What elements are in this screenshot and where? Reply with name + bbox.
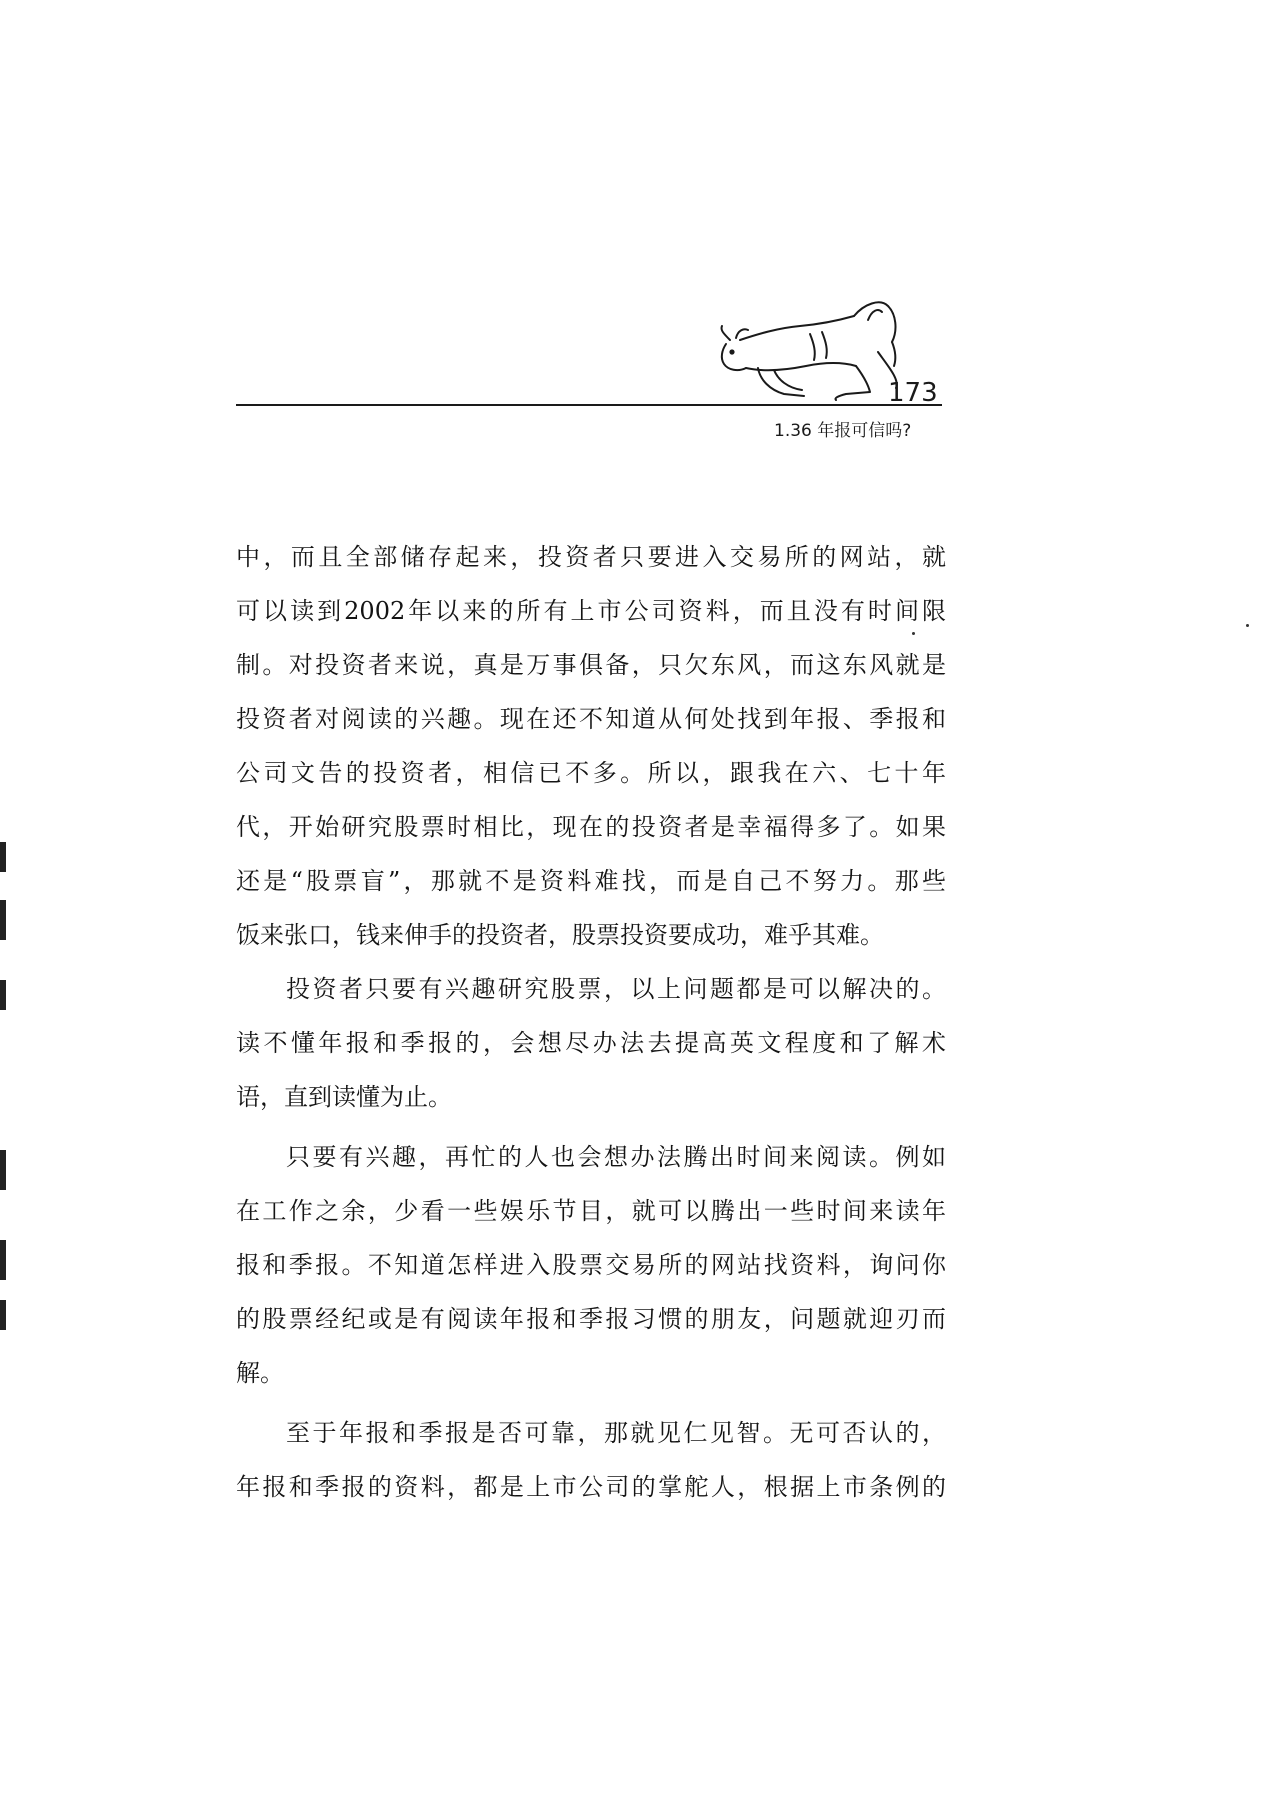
text-line: 投资者只要有兴趣研究股票，以上问题都是可以解决的。 <box>286 975 946 1003</box>
text-line: 中，而且全部储存起来，投资者只要进入交易所的网站，就 <box>236 543 946 571</box>
text-line: 可以读到2002年以来的所有上市公司资料，而且没有时间限 <box>236 597 946 625</box>
text-line: 语，直到读懂为止。 <box>236 1083 452 1111</box>
scan-edge-mark <box>0 1150 6 1190</box>
text-line: 解。 <box>236 1359 284 1387</box>
body-text <box>236 530 946 1514</box>
text-line: 还是“股票盲”，那就不是资料难找，而是自己不努力。那些 <box>236 867 946 895</box>
text-line: 公司文告的投资者，相信已不多。所以，跟我在六、七十年 <box>236 759 946 787</box>
bull-icon <box>718 300 906 410</box>
text-line: 投资者对阅读的兴趣。现在还不知道从何处找到年报、季报和 <box>236 705 946 733</box>
scan-edge-mark <box>0 842 6 872</box>
text-line: 报和季报。不知道怎样进入股票交易所的网站找资料，询问你 <box>236 1251 946 1279</box>
text-line: 在工作之余，少看一些娱乐节目，就可以腾出一些时间来读年 <box>236 1197 946 1225</box>
scan-edge-mark <box>0 980 6 1010</box>
scan-edge-mark <box>0 1300 6 1330</box>
running-head: 1.36 年报可信吗? <box>774 421 912 441</box>
scan-speck <box>1246 624 1249 627</box>
text-line: 读不懂年报和季报的，会想尽办法去提高英文程度和了解术 <box>236 1029 946 1057</box>
header-rule <box>236 404 942 406</box>
text-line: 只要有兴趣，再忙的人也会想办法腾出时间来阅读。例如 <box>286 1143 946 1171</box>
scan-edge-mark <box>0 900 6 940</box>
text-line: 代，开始研究股票时相比，现在的投资者是幸福得多了。如果 <box>236 813 946 841</box>
text-line: 饭来张口，钱来伸手的投资者，股票投资要成功，难乎其难。 <box>236 921 884 949</box>
text-line: 至于年报和季报是否可靠，那就见仁见智。无可否认的， <box>286 1419 946 1447</box>
page-number: 173 <box>888 378 938 408</box>
text-line: 的股票经纪或是有阅读年报和季报习惯的朋友，问题就迎刃而 <box>236 1305 946 1333</box>
text-line: 制。对投资者来说，真是万事俱备，只欠东风，而这东风就是 <box>236 651 946 679</box>
text-line: 年报和季报的资料，都是上市公司的掌舵人，根据上市条例的 <box>236 1473 946 1501</box>
scan-edge-mark <box>0 1240 6 1280</box>
